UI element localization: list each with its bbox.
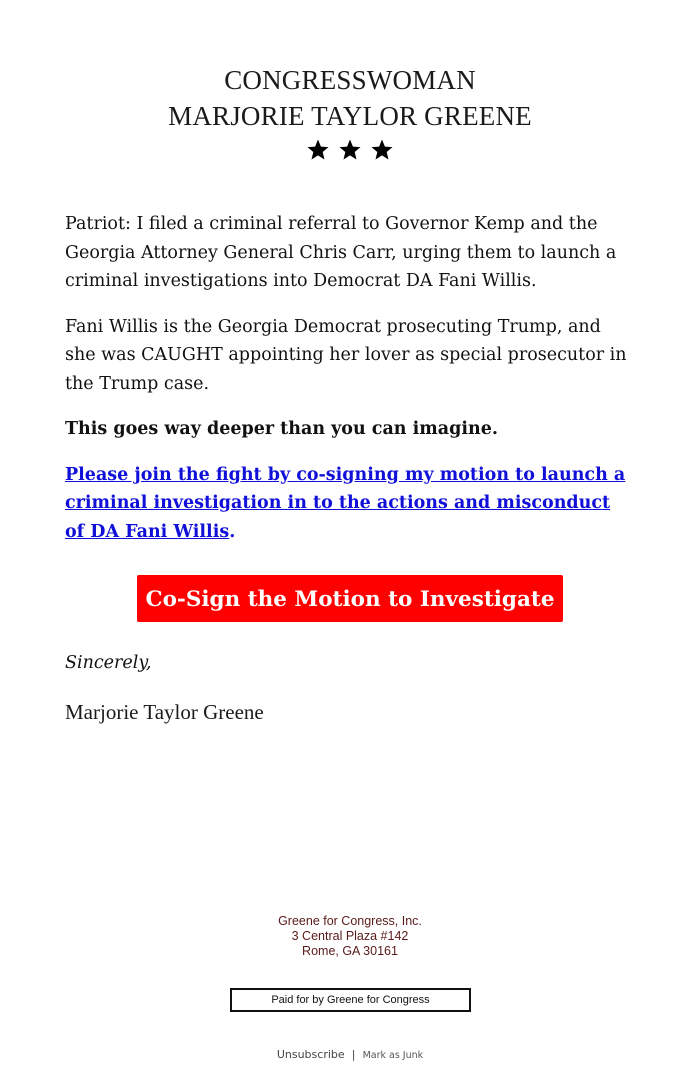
cosign-motion-button[interactable]: Co-Sign the Motion to Investigate [137,575,563,622]
stars-row [0,138,700,162]
bold-statement: This goes way deeper than you can imagine. [65,419,498,439]
mailing-address [0,914,700,959]
footer-links [0,1043,700,1062]
star-icon [370,138,394,162]
email-header [0,62,700,162]
header-title-line1: CONGRESSWOMAN [224,65,476,95]
cta-link-period: . [229,521,236,542]
cta-cosign-link[interactable]: Please join the fight by co-signing my motion to launch a criminal investigation in to the actions and misconduct of DA Fani Willis [65,464,626,542]
unsubscribe-link[interactable]: Unsubscribe [276,1048,345,1061]
header-title-line2: MARJORIE TAYLOR GREENE [168,101,532,131]
address-line-org: Greene for Congress, Inc. [278,914,422,928]
cta-link-paragraph [65,461,635,547]
address-line-street: 3 Central Plaza #142 [291,929,409,943]
body-paragraph-willis: Fani Willis is the Georgia Democrat prosecuting Trump, and she was CAUGHT appointing her lover as special prosecutor in the Trump case. [65,316,627,394]
star-icon [338,138,362,162]
mark-as-junk-link[interactable]: Mark as Junk [362,1050,424,1061]
body-paragraph-referral: Patriot: I filed a criminal referral to Governor Kemp and the Georgia Attorney General Chris Carr, urging them to launch a criminal investigations into Democrat DA Fani Willis. [65,214,617,291]
closing-salutation: Sincerely, [65,653,152,673]
paid-for-disclaimer: Paid for by Greene for Congress [230,988,471,1012]
star-icon [306,138,330,162]
signature-name: Marjorie Taylor Greene [65,700,264,724]
footer-separator: | [351,1048,356,1061]
address-line-city: Rome, GA 30161 [302,944,398,958]
email-body [65,210,635,563]
